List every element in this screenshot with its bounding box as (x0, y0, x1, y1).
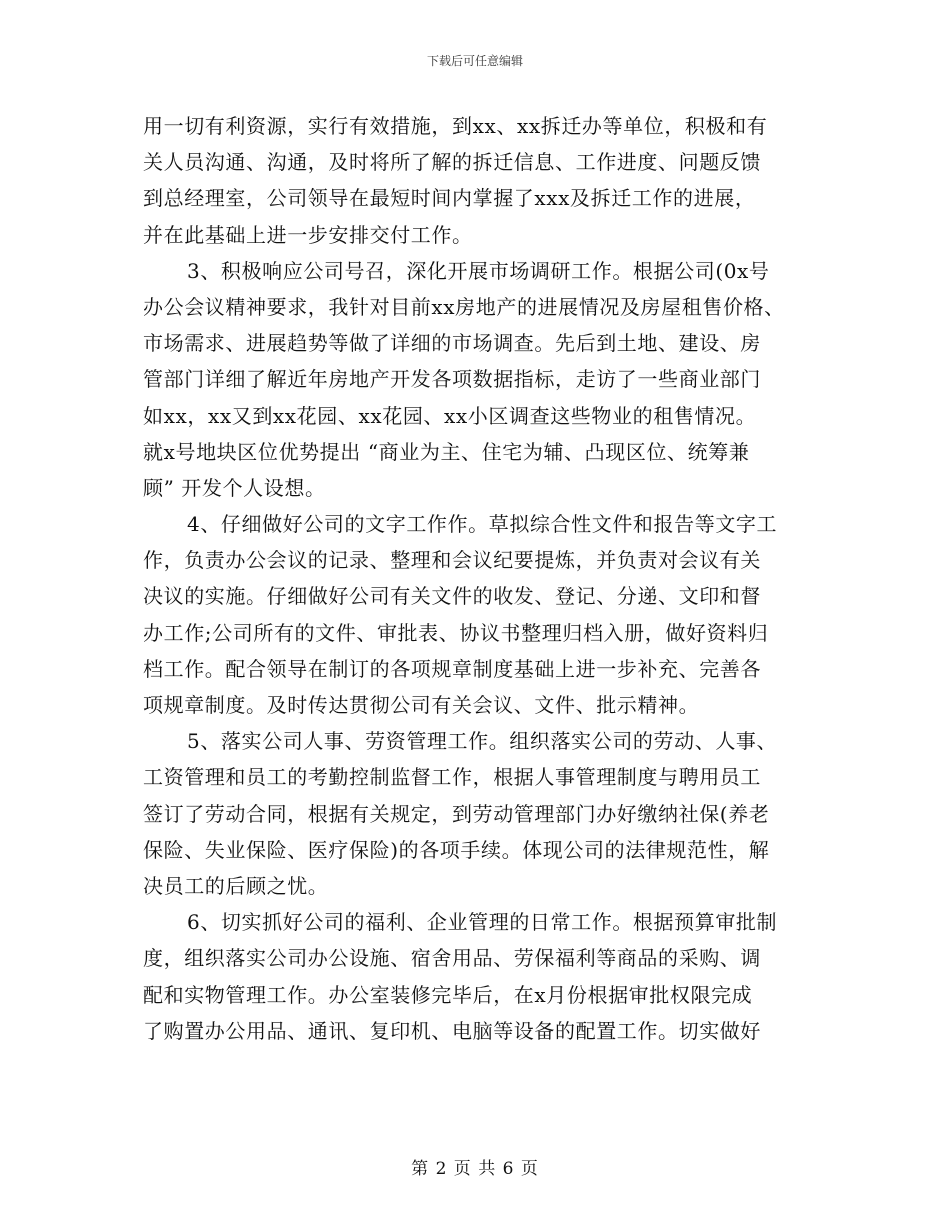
paragraph-start-line: 6、切实抓好公司的福利、企业管理的日常工作。根据预算审批制 (187, 910, 778, 935)
page-header: 下载后可任意编辑 (426, 54, 523, 68)
text-line: 如xx，xx又到xx花园、xx花园、xx小区调查这些物业的租售情况。 (143, 403, 757, 428)
text-line: 保险、失业保险、医疗保险)的各项手续。体现公司的法律规范性，解 (143, 837, 770, 862)
text-line: 作，负责办公会议的记录、整理和会议纪要提炼，并负责对会议有关 (143, 548, 761, 573)
paragraph-start-line: 3、积极响应公司号召，深化开展市场调研工作。根据公司(0x号 (187, 258, 770, 283)
text-line: 决员工的后顾之忧。 (143, 873, 329, 898)
text-line: 签订了劳动合同，根据有关规定，到劳动管理部门办好缴纳社保(养老 (143, 801, 770, 826)
text-line: 用一切有利资源，实行有效措施，到xx、xx拆迁办等单位，积极和有 (143, 114, 768, 138)
text-line: 就x号地块区位优势提出 “商业为主、住宅为辅、凸现区位、统筹兼 (143, 439, 750, 464)
text-line: 顾” 开发个人设想。 (143, 475, 326, 500)
text-line: 项规章制度。及时传达贯彻公司有关会议、文件、批示精神。 (143, 693, 700, 717)
text-line: 配和实物管理工作。办公室装修完毕后，在x月份根据审批权限完成 (143, 982, 753, 1007)
text-line: 办公会议精神要求，我针对目前xx房地产的进展情况及房屋租售价格、 (143, 294, 785, 319)
text-line: 办工作;公司所有的文件、审批表、协议书整理归档入册，做好资料归 (143, 620, 769, 645)
text-line: 并在此基础上进一步安排交付工作。 (143, 222, 473, 247)
text-line: 管部门详细了解近年房地产开发各项数据指标，走访了一些商业部门 (143, 367, 761, 392)
document-body (143, 108, 813, 1049)
text-line: 决议的实施。仔细做好公司有关文件的收发、登记、分递、文印和督 (143, 584, 761, 609)
text-line: 度，组织落实公司办公设施、宿舍用品、劳保福利等商品的采购、调 (143, 946, 761, 971)
text-line: 档工作。配合领导在制订的各项规章制度基础上进一步补充、完善各 (143, 656, 761, 681)
paragraph-start-line: 4、仔细做好公司的文字工作作。草拟综合性文件和报告等文字工 (187, 512, 778, 537)
text-line: 了购置办公用品、通讯、复印机、电脑等设备的配置工作。切实做好 (143, 1018, 761, 1043)
text-line: 到总经理室，公司领导在最短时间内掌握了xxx及拆迁工作的进展， (143, 186, 756, 211)
page-number: 第 2 页 共 6 页 (411, 1159, 539, 1179)
text-line: 关人员沟通、沟通，及时将所了解的拆迁信息、工作进度、问题反馈 (143, 150, 761, 175)
text-line: 市场需求、进展趋势等做了详细的市场调查。先后到土地、建设、房 (143, 331, 761, 356)
paragraph-start-line: 5、落实公司人事、劳资管理工作。组织落实公司的劳动、人事、 (187, 729, 778, 754)
text-line: 工资管理和员工的考勤控制监督工作，根据人事管理制度与聘用员工 (143, 765, 761, 790)
